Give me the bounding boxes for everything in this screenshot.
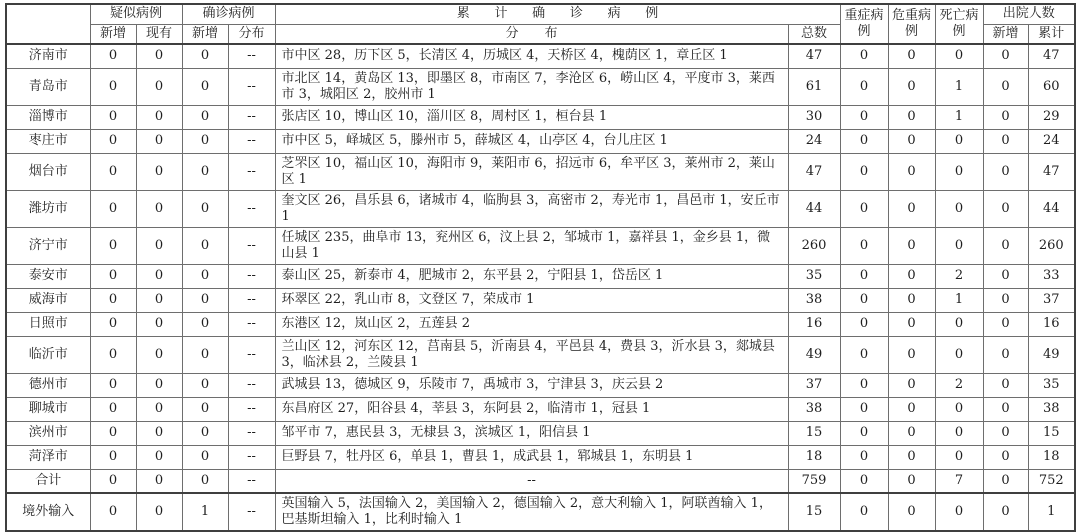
cell-cumulative-total: 759 xyxy=(788,469,840,493)
cell-discharged-total: 15 xyxy=(1028,421,1075,445)
cell-severe: 0 xyxy=(840,445,888,469)
cell-critical: 0 xyxy=(888,44,935,68)
header-cumulative-confirmed: 累计确诊病例 xyxy=(275,4,840,24)
cell-death: 2 xyxy=(935,264,983,288)
subheader-confirmed-dist: 分布 xyxy=(228,24,275,44)
cell-discharged-total: 37 xyxy=(1028,288,1075,312)
cell-region-name: 潍坊市 xyxy=(6,190,90,227)
cell-suspected-existing: 0 xyxy=(136,68,182,105)
cell-confirmed-dist: -- xyxy=(228,190,275,227)
cell-suspected-new: 0 xyxy=(90,44,136,68)
cell-severe: 0 xyxy=(840,129,888,153)
cell-confirmed-dist: -- xyxy=(228,129,275,153)
table-row xyxy=(6,264,1075,288)
cell-region-name: 合计 xyxy=(6,469,90,493)
cell-suspected-new: 0 xyxy=(90,288,136,312)
cell-critical: 0 xyxy=(888,105,935,129)
cell-cumulative-total: 44 xyxy=(788,190,840,227)
cell-suspected-new: 0 xyxy=(90,190,136,227)
cell-cumulative-total: 35 xyxy=(788,264,840,288)
cell-cumulative-distribution: 芝罘区 10，福山区 10，海阳市 9，莱阳市 6，招远市 6，牟平区 3，莱州市 2，莱山区 1 xyxy=(275,153,788,190)
cell-severe: 0 xyxy=(840,421,888,445)
cell-suspected-new: 0 xyxy=(90,312,136,336)
cell-discharged-new: 0 xyxy=(983,445,1028,469)
cell-critical: 0 xyxy=(888,397,935,421)
cell-death: 0 xyxy=(935,190,983,227)
cell-severe: 0 xyxy=(840,469,888,493)
cell-death: 0 xyxy=(935,312,983,336)
table-row xyxy=(6,227,1075,264)
cell-cumulative-total: 47 xyxy=(788,153,840,190)
cell-severe: 0 xyxy=(840,312,888,336)
cell-region-name: 烟台市 xyxy=(6,153,90,190)
cell-confirmed-new: 0 xyxy=(182,421,228,445)
cell-region-name: 济宁市 xyxy=(6,227,90,264)
cell-discharged-new: 0 xyxy=(983,288,1028,312)
cell-confirmed-dist: -- xyxy=(228,264,275,288)
cell-discharged-new: 0 xyxy=(983,469,1028,493)
cell-discharged-total: 49 xyxy=(1028,336,1075,373)
cell-suspected-existing: 0 xyxy=(136,190,182,227)
header-severe-cases: 重症病例 xyxy=(840,4,888,44)
cell-confirmed-new: 0 xyxy=(182,44,228,68)
cell-critical: 0 xyxy=(888,288,935,312)
cell-cumulative-distribution: 市中区 5，峄城区 5，滕州市 5，薛城区 4，山亭区 4，台儿庄区 1 xyxy=(275,129,788,153)
cell-critical: 0 xyxy=(888,227,935,264)
cell-death: 1 xyxy=(935,68,983,105)
subheader-discharged-total: 累计 xyxy=(1028,24,1075,44)
cell-discharged-new: 0 xyxy=(983,129,1028,153)
cell-severe: 0 xyxy=(840,105,888,129)
cell-suspected-existing: 0 xyxy=(136,288,182,312)
cell-discharged-new: 0 xyxy=(983,264,1028,288)
cell-discharged-total: 1 xyxy=(1028,493,1075,531)
cell-discharged-new: 0 xyxy=(983,44,1028,68)
cell-severe: 0 xyxy=(840,264,888,288)
cell-discharged-total: 33 xyxy=(1028,264,1075,288)
cell-confirmed-new: 0 xyxy=(182,397,228,421)
cell-confirmed-dist: -- xyxy=(228,68,275,105)
cell-cumulative-total: 24 xyxy=(788,129,840,153)
cell-discharged-total: 38 xyxy=(1028,397,1075,421)
table-row xyxy=(6,288,1075,312)
cell-confirmed-dist: -- xyxy=(228,445,275,469)
table-row xyxy=(6,493,1075,531)
cell-suspected-existing: 0 xyxy=(136,469,182,493)
cell-confirmed-dist: -- xyxy=(228,227,275,264)
table-row xyxy=(6,68,1075,105)
cell-critical: 0 xyxy=(888,153,935,190)
cell-confirmed-new: 0 xyxy=(182,445,228,469)
cell-death: 0 xyxy=(935,129,983,153)
cell-discharged-new: 0 xyxy=(983,227,1028,264)
cell-confirmed-dist: -- xyxy=(228,421,275,445)
table-row xyxy=(6,421,1075,445)
cell-suspected-new: 0 xyxy=(90,445,136,469)
cell-suspected-existing: 0 xyxy=(136,493,182,531)
cell-cumulative-total: 61 xyxy=(788,68,840,105)
cell-suspected-new: 0 xyxy=(90,227,136,264)
cell-severe: 0 xyxy=(840,397,888,421)
cell-discharged-new: 0 xyxy=(983,312,1028,336)
cell-confirmed-new: 0 xyxy=(182,288,228,312)
table-row xyxy=(6,373,1075,397)
cell-confirmed-new: 0 xyxy=(182,68,228,105)
cell-confirmed-new: 0 xyxy=(182,312,228,336)
cell-discharged-total: 752 xyxy=(1028,469,1075,493)
cell-severe: 0 xyxy=(840,153,888,190)
subheader-cumulative-dist: 分布 xyxy=(275,24,788,44)
header-discharged: 出院人数 xyxy=(983,4,1075,24)
table-row xyxy=(6,44,1075,68)
cell-suspected-new: 0 xyxy=(90,129,136,153)
table-row xyxy=(6,153,1075,190)
cell-suspected-existing: 0 xyxy=(136,445,182,469)
cell-cumulative-distribution: 市北区 14，黄岛区 13，即墨区 8，市南区 7，李沧区 6，崂山区 4，平度市 3，莱西市 3，城阳区 2，胶州市 1 xyxy=(275,68,788,105)
cell-discharged-total: 44 xyxy=(1028,190,1075,227)
cell-confirmed-dist: -- xyxy=(228,153,275,190)
cell-suspected-existing: 0 xyxy=(136,264,182,288)
cell-critical: 0 xyxy=(888,469,935,493)
cell-cumulative-distribution: 市中区 28，历下区 5，长清区 4，历城区 4，天桥区 4，槐荫区 1，章丘区 1 xyxy=(275,44,788,68)
cell-confirmed-new: 0 xyxy=(182,190,228,227)
cell-region-name: 枣庄市 xyxy=(6,129,90,153)
cell-suspected-new: 0 xyxy=(90,68,136,105)
cell-critical: 0 xyxy=(888,373,935,397)
cell-cumulative-total: 18 xyxy=(788,445,840,469)
cell-suspected-existing: 0 xyxy=(136,129,182,153)
cell-cumulative-distribution: 泰山区 25，新泰市 4，肥城市 2，东平县 2，宁阳县 1，岱岳区 1 xyxy=(275,264,788,288)
cell-death: 1 xyxy=(935,105,983,129)
cell-critical: 0 xyxy=(888,336,935,373)
cell-critical: 0 xyxy=(888,445,935,469)
cell-death: 0 xyxy=(935,227,983,264)
cell-cumulative-distribution: 任城区 235，曲阜市 13，兖州区 6，汶上县 2，邹城市 1，嘉祥县 1，金乡县 1，微山县 1 xyxy=(275,227,788,264)
cell-confirmed-dist: -- xyxy=(228,288,275,312)
cell-death: 0 xyxy=(935,445,983,469)
subheader-cumulative-total: 总数 xyxy=(788,24,840,44)
subheader-suspected-new: 新增 xyxy=(90,24,136,44)
cell-critical: 0 xyxy=(888,493,935,531)
cell-cumulative-distribution: 东昌府区 27，阳谷县 4，莘县 3，东阿县 2，临清市 1，冠县 1 xyxy=(275,397,788,421)
cell-confirmed-new: 0 xyxy=(182,469,228,493)
subheader-discharged-new: 新增 xyxy=(983,24,1028,44)
cell-cumulative-distribution: 武城县 13，德城区 9，乐陵市 7，禹城市 3，宁津县 3，庆云县 2 xyxy=(275,373,788,397)
cell-confirmed-dist: -- xyxy=(228,105,275,129)
cell-severe: 0 xyxy=(840,336,888,373)
table-row xyxy=(6,336,1075,373)
cell-confirmed-new: 0 xyxy=(182,373,228,397)
cell-suspected-existing: 0 xyxy=(136,336,182,373)
cell-discharged-new: 0 xyxy=(983,336,1028,373)
table-row xyxy=(6,312,1075,336)
cell-cumulative-total: 15 xyxy=(788,421,840,445)
cell-region-name: 菏泽市 xyxy=(6,445,90,469)
cell-discharged-total: 24 xyxy=(1028,129,1075,153)
header-corner xyxy=(6,4,90,44)
header-confirmed-cases: 确诊病例 xyxy=(182,4,275,24)
cell-confirmed-new: 0 xyxy=(182,129,228,153)
cell-confirmed-new: 0 xyxy=(182,336,228,373)
cell-cumulative-total: 38 xyxy=(788,397,840,421)
cell-suspected-new: 0 xyxy=(90,493,136,531)
cell-death: 0 xyxy=(935,44,983,68)
cell-suspected-new: 0 xyxy=(90,105,136,129)
cell-discharged-new: 0 xyxy=(983,493,1028,531)
table-row xyxy=(6,190,1075,227)
header-critical-cases: 危重病例 xyxy=(888,4,935,44)
cell-confirmed-dist: -- xyxy=(228,397,275,421)
cell-death: 0 xyxy=(935,153,983,190)
cell-region-name: 日照市 xyxy=(6,312,90,336)
cell-severe: 0 xyxy=(840,227,888,264)
cell-discharged-new: 0 xyxy=(983,105,1028,129)
cell-region-name: 临沂市 xyxy=(6,336,90,373)
cell-suspected-existing: 0 xyxy=(136,105,182,129)
cell-suspected-new: 0 xyxy=(90,469,136,493)
cell-discharged-total: 260 xyxy=(1028,227,1075,264)
table-row xyxy=(6,397,1075,421)
cell-discharged-new: 0 xyxy=(983,68,1028,105)
cell-death: 0 xyxy=(935,397,983,421)
cell-critical: 0 xyxy=(888,264,935,288)
cell-confirmed-dist: -- xyxy=(228,44,275,68)
header-death-cases: 死亡病例 xyxy=(935,4,983,44)
cell-cumulative-distribution: 张店区 10，博山区 10，淄川区 8，周村区 1，桓台县 1 xyxy=(275,105,788,129)
cell-death: 0 xyxy=(935,336,983,373)
cell-confirmed-dist: -- xyxy=(228,373,275,397)
cell-region-name: 德州市 xyxy=(6,373,90,397)
table-row xyxy=(6,469,1075,493)
cell-cumulative-total: 260 xyxy=(788,227,840,264)
cell-suspected-new: 0 xyxy=(90,153,136,190)
table-row xyxy=(6,105,1075,129)
cell-suspected-new: 0 xyxy=(90,421,136,445)
cell-discharged-new: 0 xyxy=(983,373,1028,397)
cell-region-name: 济南市 xyxy=(6,44,90,68)
cell-death: 1 xyxy=(935,288,983,312)
cell-cumulative-distribution: 环翠区 22，乳山市 8，文登区 7，荣成市 1 xyxy=(275,288,788,312)
cell-discharged-new: 0 xyxy=(983,190,1028,227)
cell-confirmed-dist: -- xyxy=(228,312,275,336)
cell-cumulative-distribution: 巨野县 7，牡丹区 6，单县 1，曹县 1，成武县 1，郓城县 1，东明县 1 xyxy=(275,445,788,469)
cell-cumulative-total: 15 xyxy=(788,493,840,531)
cell-cumulative-total: 49 xyxy=(788,336,840,373)
cell-discharged-total: 47 xyxy=(1028,44,1075,68)
cell-confirmed-new: 0 xyxy=(182,105,228,129)
cell-death: 0 xyxy=(935,493,983,531)
cell-suspected-existing: 0 xyxy=(136,312,182,336)
cell-severe: 0 xyxy=(840,68,888,105)
cell-region-name: 泰安市 xyxy=(6,264,90,288)
cell-discharged-new: 0 xyxy=(983,421,1028,445)
table-row xyxy=(6,129,1075,153)
cell-confirmed-new: 1 xyxy=(182,493,228,531)
cell-suspected-existing: 0 xyxy=(136,153,182,190)
cell-critical: 0 xyxy=(888,68,935,105)
cell-suspected-new: 0 xyxy=(90,336,136,373)
table-header xyxy=(6,4,1075,44)
cell-discharged-total: 16 xyxy=(1028,312,1075,336)
cell-discharged-new: 0 xyxy=(983,153,1028,190)
cell-confirmed-new: 0 xyxy=(182,227,228,264)
cell-suspected-existing: 0 xyxy=(136,227,182,264)
cell-severe: 0 xyxy=(840,493,888,531)
cell-region-name: 威海市 xyxy=(6,288,90,312)
cell-region-name: 聊城市 xyxy=(6,397,90,421)
cell-confirmed-new: 0 xyxy=(182,153,228,190)
cell-critical: 0 xyxy=(888,312,935,336)
cell-critical: 0 xyxy=(888,421,935,445)
cell-critical: 0 xyxy=(888,190,935,227)
cell-suspected-existing: 0 xyxy=(136,373,182,397)
cell-region-name: 淄博市 xyxy=(6,105,90,129)
cell-cumulative-total: 38 xyxy=(788,288,840,312)
cell-cumulative-distribution: 兰山区 12，河东区 12，莒南县 5，沂南县 4，平邑县 4，费县 3，沂水县 3，郯城县 3，临沭县 2，兰陵县 1 xyxy=(275,336,788,373)
cell-cumulative-distribution: 奎文区 26，昌乐县 6，诸城市 4，临朐县 3，高密市 2，寿光市 1，昌邑市 1，安丘市 1 xyxy=(275,190,788,227)
cell-suspected-new: 0 xyxy=(90,264,136,288)
cell-severe: 0 xyxy=(840,44,888,68)
cell-cumulative-total: 16 xyxy=(788,312,840,336)
cell-discharged-total: 60 xyxy=(1028,68,1075,105)
cell-cumulative-distribution: -- xyxy=(275,469,788,493)
cell-suspected-existing: 0 xyxy=(136,421,182,445)
cell-severe: 0 xyxy=(840,373,888,397)
table-body xyxy=(6,44,1075,531)
cell-discharged-total: 47 xyxy=(1028,153,1075,190)
cell-critical: 0 xyxy=(888,129,935,153)
cell-region-name: 滨州市 xyxy=(6,421,90,445)
cell-confirmed-dist: -- xyxy=(228,493,275,531)
cell-suspected-existing: 0 xyxy=(136,44,182,68)
cell-severe: 0 xyxy=(840,288,888,312)
subheader-suspected-existing: 现有 xyxy=(136,24,182,44)
cell-cumulative-total: 30 xyxy=(788,105,840,129)
header-suspected-cases: 疑似病例 xyxy=(90,4,182,24)
cell-region-name: 境外输入 xyxy=(6,493,90,531)
cell-death: 7 xyxy=(935,469,983,493)
cell-confirmed-dist: -- xyxy=(228,469,275,493)
cell-suspected-new: 0 xyxy=(90,397,136,421)
statistics-table xyxy=(5,3,1076,532)
cell-cumulative-distribution: 英国输入 5，法国输入 2，美国输入 2，德国输入 2，意大利输入 1，阿联酋输入 1，巴基斯坦输入 1，比利时输入 1 xyxy=(275,493,788,531)
cell-death: 0 xyxy=(935,421,983,445)
table-row xyxy=(6,445,1075,469)
cell-discharged-total: 29 xyxy=(1028,105,1075,129)
cell-confirmed-new: 0 xyxy=(182,264,228,288)
cell-region-name: 青岛市 xyxy=(6,68,90,105)
cell-discharged-total: 18 xyxy=(1028,445,1075,469)
cell-severe: 0 xyxy=(840,190,888,227)
cell-cumulative-total: 37 xyxy=(788,373,840,397)
cell-cumulative-total: 47 xyxy=(788,44,840,68)
cell-death: 2 xyxy=(935,373,983,397)
cell-cumulative-distribution: 东港区 12，岚山区 2，五莲县 2 xyxy=(275,312,788,336)
cell-cumulative-distribution: 邹平市 7，惠民县 3，无棣县 3，滨城区 1，阳信县 1 xyxy=(275,421,788,445)
cell-confirmed-dist: -- xyxy=(228,336,275,373)
cell-suspected-new: 0 xyxy=(90,373,136,397)
cell-suspected-existing: 0 xyxy=(136,397,182,421)
cell-discharged-total: 35 xyxy=(1028,373,1075,397)
cell-discharged-new: 0 xyxy=(983,397,1028,421)
subheader-confirmed-new: 新增 xyxy=(182,24,228,44)
